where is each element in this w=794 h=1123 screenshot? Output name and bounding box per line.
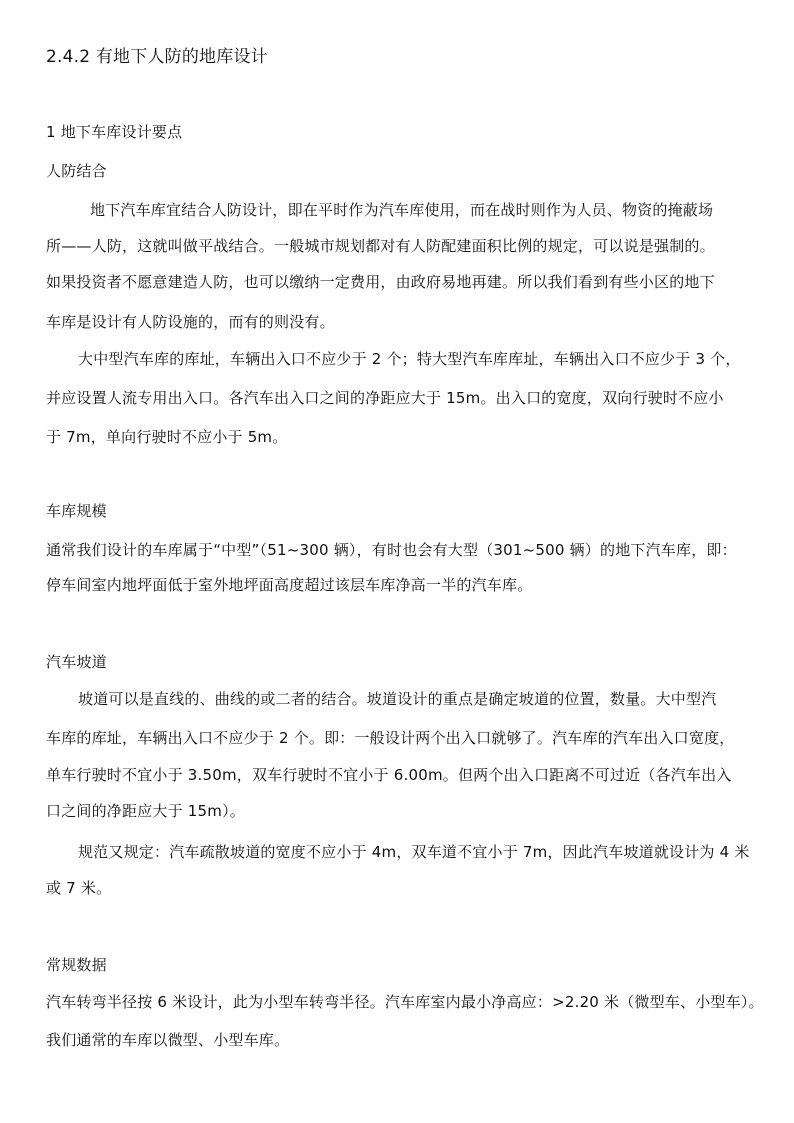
- section-title: 2.4.2 有地下人防的地库设计: [46, 47, 268, 67]
- paragraph-line: 大中型汽车库的库址，车辆出入口不应少于 2 个；特大型汽车库库址，车辆出入口不应少于 3 个，: [78, 350, 741, 368]
- paragraph-line: 我们通常的车库以微型、小型车库。: [46, 1031, 290, 1049]
- common-data-heading: 常规数据: [46, 956, 107, 974]
- paragraph-line: 通常我们设计的车库属于“中型”（51~300 辆），有时也会有大型（301~500 辆）的地下汽车库，即：: [46, 541, 737, 559]
- paragraph-line: 规范又规定：汽车疏散坡道的宽度不应小于 4m，双车道不宜小于 7m，因此汽车坡道就设计为 4 米: [78, 843, 750, 861]
- paragraph-line: 或 7 米。: [46, 879, 112, 897]
- civil-defense-heading: 人防结合: [46, 162, 107, 180]
- paragraph-line: 坡道可以是直线的、曲线的或二者的结合。坡道设计的重点是确定坡道的位置，数量。大中型汽: [78, 690, 717, 708]
- paragraph-line: 并应设置人流专用出入口。各汽车出入口之间的净距应大于 15m。出入口的宽度，双向行驶时不应小: [46, 389, 724, 407]
- paragraph-line: 口之间的净距应大于 15m）。: [46, 802, 245, 820]
- paragraph-line: 车库是设计有人防设施的，而有的则没有。: [46, 313, 335, 331]
- paragraph-line: 所——人防，这就叫做平战结合。一般城市规划都对有人防配建面积比例的规定，可以说是强制的。: [46, 237, 715, 255]
- ramp-heading: 汽车坡道: [46, 653, 107, 671]
- subsection-title: 1 地下车库设计要点: [46, 123, 183, 141]
- paragraph-line: 地下汽车库宜结合人防设计，即在平时作为汽车库使用，而在战时则作为人员、物资的掩蔽场: [90, 201, 714, 219]
- paragraph-line: 车库的库址，车辆出入口不应少于 2 个。即：一般设计两个出入口就够了。汽车库的汽车出入口宽度，: [46, 729, 735, 747]
- garage-scale-heading: 车库规模: [46, 502, 107, 520]
- paragraph-line: 停车间室内地坪面低于室外地坪面高度超过该层车库净高一半的汽车库。: [46, 576, 533, 594]
- paragraph-line: 单车行驶时不宜小于 3.50m，双车行驶时不宜小于 6.00m。但两个出入口距离不可过近（各汽车出入: [46, 766, 732, 784]
- paragraph-line: 汽车转弯半径按 6 米设计，此为小型车转弯半径。汽车库室内最小净高应：>2.20 米（微型车、小型车）。: [46, 993, 764, 1011]
- paragraph-line: 于 7m，单向行驶时不应小于 5m。: [46, 428, 288, 446]
- paragraph-line: 如果投资者不愿意建造人防，也可以缴纳一定费用，由政府易地再建。所以我们看到有些小区的地下: [46, 273, 715, 291]
